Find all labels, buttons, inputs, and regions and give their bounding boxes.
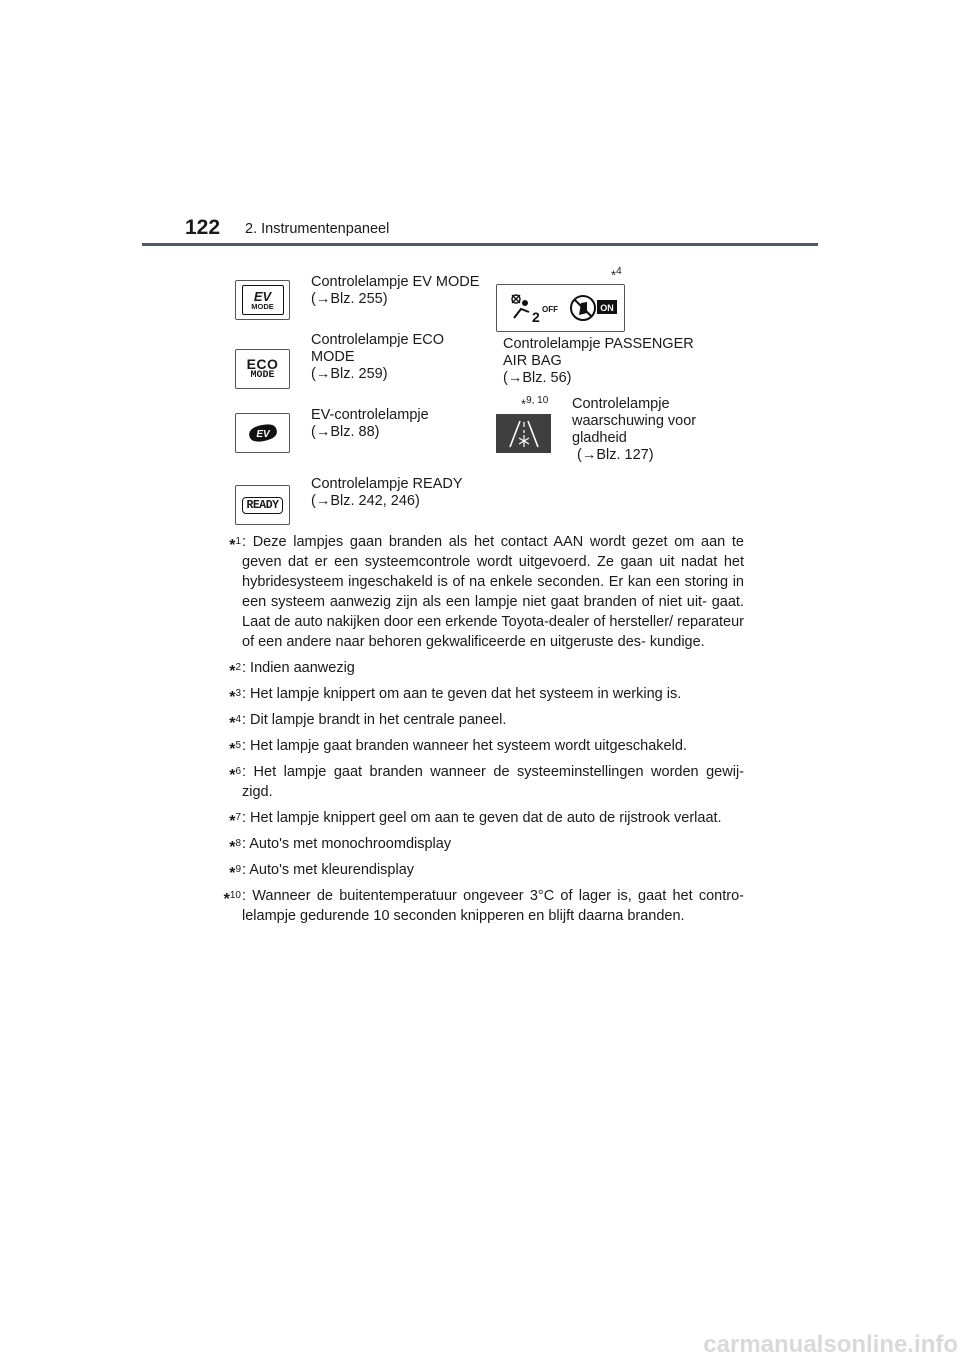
slippery-footnote-ref [521, 395, 548, 411]
ev-indicator-symbol [245, 421, 281, 445]
passenger-airbag-page-ref: (→Blz. 56) [503, 370, 572, 386]
ev-indicator-page-ref: (→Blz. 88) [311, 424, 380, 440]
footnote-asterisk: * [229, 838, 236, 856]
chapter-title: 2. Instrumentenpaneel [245, 221, 390, 237]
footnote-marker [229, 860, 241, 884]
footnote-text: : Het lampje knippert geel om aan te geven dat de auto de rijstrook verlaat. [242, 810, 722, 826]
ev-mode-page-ref: (→Blz. 255) [311, 291, 388, 307]
ready-label [311, 476, 463, 510]
slippery-road-symbol [504, 418, 544, 450]
eco-mode-icon-eco-text: ECO [246, 356, 279, 372]
ev-indicator-icon-text: EV [255, 429, 270, 440]
footnote-marker [229, 808, 241, 832]
slippery-star-numbers: 9, 10 [526, 395, 549, 406]
footnote-text: : Indien aanwezig [242, 660, 355, 676]
footnote-text: : Het lampje knippert om aan te geven dat het systeem in werking is. [242, 686, 682, 702]
footnote-asterisk: * [223, 890, 230, 908]
footnote-number: 6 [235, 766, 241, 777]
footnote-marker [229, 684, 241, 708]
eco-mode-icon [235, 349, 290, 389]
footnote-text: : Dit lampje brandt in het centrale paneel. [242, 712, 507, 728]
header-divider [142, 243, 818, 246]
slippery-label-title-cont: waarschuwing voor [572, 413, 697, 429]
footnote-asterisk: * [229, 864, 236, 882]
footnote-number: 9 [235, 864, 241, 875]
footnote-number: 10 [229, 890, 241, 901]
footnote-marker [229, 762, 241, 786]
slippery-road-icon [496, 414, 551, 453]
slippery-page-ref: (→Blz. 127) [577, 447, 654, 463]
footnote-asterisk: * [229, 714, 236, 732]
footnote-number: 3 [235, 688, 241, 699]
footnote-10 [210, 886, 744, 926]
footnote-text: : Het lampje gaat branden wanneer de systeeminstellingen worden gewij- zigd. [242, 764, 744, 800]
footnote-text: : Wanneer de buitentemperatuur ongeveer 3°C of lager is, gaat het contro- lelampje gedurende 10 seconden knipperen en blijft daarna branden. [242, 888, 744, 924]
footnote-8 [210, 834, 744, 854]
airbag-star-number: 4 [616, 266, 622, 277]
footnote-2 [210, 658, 744, 678]
footnote-asterisk: * [229, 812, 236, 830]
footnote-marker [229, 710, 241, 734]
footnote-asterisk: * [229, 688, 236, 706]
footnote-5 [210, 736, 744, 756]
eco-mode-label [311, 332, 444, 383]
footnote-7 [210, 808, 744, 828]
passenger-airbag-label [503, 336, 694, 387]
footnote-1 [210, 532, 744, 652]
footnote-text: : Deze lampjes gaan branden als het contact AAN wordt gezet om aan te geven dat er een systeemcontrole wordt uitgevoerd. Ze gaan uit nadat het hybridesysteem ingeschakeld is of na enkele seconden. Er kan een storing in een systeem aanwezig zijn als een lampje niet gaat branden of niet uit- gaat. Laat de auto nakijken door een erkende Toyota-dealer of hersteller/ reparateur of een andere naar behoren gekwalificeerde en uitgeruste des- kundige. [242, 534, 744, 650]
footnote-marker [229, 834, 241, 858]
footnote-9 [210, 860, 744, 880]
passenger-airbag-label-title: Controlelampje PASSENGER [503, 336, 694, 352]
ready-icon [235, 485, 290, 525]
footnote-number: 2 [235, 662, 241, 673]
footnote-text: : Auto's met monochroomdisplay [242, 836, 452, 852]
footnote-text: : Het lampje gaat branden wanneer het systeem wordt uitgeschakeld. [242, 738, 687, 754]
footnote-marker [224, 886, 241, 910]
footnote-number: 5 [235, 740, 241, 751]
footnote-3 [210, 684, 744, 704]
page-number: 122 [185, 216, 221, 239]
slippery-star: * [521, 396, 527, 412]
ev-mode-icon-ev-text: EV [253, 288, 272, 304]
ev-mode-icon [235, 280, 290, 320]
ev-mode-label [311, 274, 479, 308]
airbag-on-text: ON [599, 303, 614, 313]
ev-mode-icon-mode-text: MODE [251, 301, 274, 311]
airbag-footnote-ref [611, 266, 622, 282]
footnote-asterisk: * [229, 662, 236, 680]
ev-mode-label-title: Controlelampje EV MODE [311, 274, 480, 290]
eco-mode-label-title: Controlelampje ECO [311, 332, 444, 348]
passenger-airbag-symbol [501, 288, 621, 328]
footnote-marker [229, 658, 241, 682]
footnote-number: 8 [235, 838, 241, 849]
footnote-asterisk: * [229, 536, 236, 554]
slippery-label-title-cont2: gladheid [572, 430, 627, 446]
footnote-6 [210, 762, 744, 802]
airbag-star: * [611, 267, 617, 283]
footnote-number: 4 [235, 714, 241, 725]
slippery-road-label [572, 396, 696, 464]
eco-mode-page-ref: (→Blz. 259) [311, 366, 388, 382]
footnotes [210, 532, 744, 932]
ev-indicator-label [311, 407, 429, 441]
passenger-airbag-label-title-cont: AIR BAG [503, 353, 562, 369]
footnote-asterisk: * [229, 766, 236, 784]
ready-page-ref: (→Blz. 242, 246) [311, 493, 420, 509]
ev-indicator-icon [235, 413, 290, 453]
ev-indicator-label-title: EV-controlelampje [311, 407, 429, 423]
footnote-marker [229, 736, 241, 760]
footnote-number: 1 [235, 536, 241, 547]
footnote-text: : Auto's met kleurendisplay [242, 862, 415, 878]
footnote-number: 7 [235, 812, 241, 823]
ready-icon-text: READY [242, 497, 282, 514]
footnote-4 [210, 710, 744, 730]
passenger-airbag-icon [496, 284, 625, 332]
ready-label-title: Controlelampje READY [311, 476, 463, 492]
footnote-asterisk: * [229, 740, 236, 758]
airbag-seat-number: 2 [531, 309, 540, 325]
eco-mode-label-title-cont: MODE [311, 349, 355, 365]
watermark: carmanualsonline.info [703, 1331, 958, 1358]
slippery-label-title: Controlelampje [572, 396, 670, 412]
footnote-marker [229, 532, 241, 556]
airbag-off-text: OFF [541, 305, 558, 314]
eco-mode-icon-mode-text: MODE [250, 370, 275, 381]
